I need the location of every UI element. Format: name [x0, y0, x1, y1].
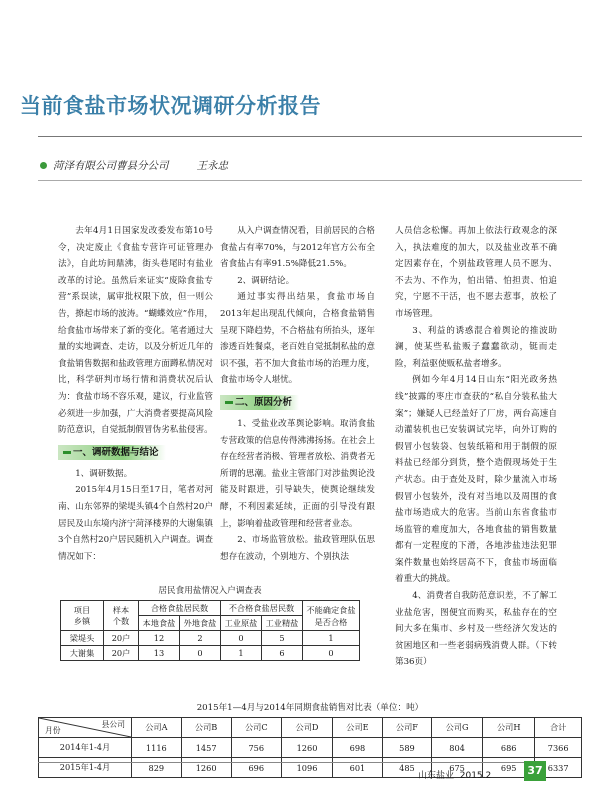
- table-row: 2014年1-4月 1116 1457 756 1260 698 589 804 686 7366: [39, 738, 582, 758]
- paragraph: 1、受盐业改革舆论影响。取消食盐专营政策的信息传得沸沸扬扬。在社会上存在经营者消极、管理者放松、消费者无所谓的思潮。盐业主管部门对涉盐舆论没能及时跟进，引导缺失，使舆论继续发酵，不利因素延续，正面的引导没有跟上，影响着盐政管理和经营者业态。: [220, 418, 375, 529]
- table-header: 不能确定食盐是否合格: [303, 601, 360, 631]
- column-2: [220, 223, 375, 565]
- column-1: [58, 223, 213, 565]
- paragraph: 2015年4月15日至17日，笔者对河南、山东邻界的梁堤头镇4个自然村20户居民及山东境内济宁菏泽楼界的大谢集镇3个自然村20户居民随机入户调查。调查情况如下：: [58, 485, 213, 562]
- table-header: 样本 个数: [104, 601, 139, 631]
- paragraph: 去年4月1日国家发改委发布第10号令，决定废止《食盐专营许可证管理办法》，自此坊间鼎沸，街头巷尾时有盐业改革的讨论。虽然后来证实“废除食盐专营”系误读，属审批权限下放，但一则公告，撩起市场的波涛。“蝴蝶效应”作用，给食盐市场带来了新的变化。笔者通过大量的实地调查、走访，以及分析近几年的食盐销售数据和盐政管理方面蹲私情况对比，科学研判市场行情和消费状况后认为：食盐市场不容乐观，建议，行业监管必须进一步加强，广大消费者要提高风险防范意识，自觉抵制假冒伪劣私盐侵害。: [58, 226, 213, 436]
- table-header: 合计: [535, 718, 582, 738]
- table-subheader: 工业原盐: [221, 616, 262, 631]
- author-line: [40, 158, 228, 173]
- survey-table: [60, 600, 360, 661]
- page-number: 37: [524, 761, 546, 781]
- section-heading-1: 一、调研数据与结论: [58, 445, 166, 460]
- table-header: 公司G: [432, 718, 483, 738]
- table-header: 公司C: [231, 718, 281, 738]
- footer-journal: 山东盐业 2015.2: [418, 771, 492, 781]
- table2-caption: 2015年1—4月与2014年同期食盐销售对比表（单位：吨）: [196, 703, 424, 713]
- paragraph: 2、调研结论。: [237, 275, 295, 286]
- table-header: 公司E: [333, 718, 383, 738]
- table-header: 项目 乡镇: [61, 601, 104, 631]
- paragraph: 人员信念松懈。再加上依法行政观念的深入，执法难度的加大，以及盐业改革不确定因素存在，个别盐政管理人员不愿为、不去为、不作为，怕出错、怕担责、怕追究，宁愿不干活，也不愿去惹事，放松了市场管理。: [395, 226, 557, 319]
- header-rule: [38, 136, 582, 137]
- table-subheader: 外地食盐: [180, 616, 221, 631]
- table1-caption: 居民食用盐情况入户调查表: [158, 586, 262, 596]
- table-row: 2015年1-4月 829 1260 696 1096 601 485 675 695 6337: [39, 758, 582, 778]
- table-header: 公司B: [181, 718, 231, 738]
- paragraph: 1、调研数据。: [75, 468, 133, 479]
- table-row: 大谢集 20户 13 0 1 6 0: [61, 646, 360, 661]
- table-corner-cell: 县公司 月份: [39, 718, 132, 738]
- bullet-dot-icon: [40, 162, 47, 169]
- heading-marker-icon: [225, 401, 233, 404]
- column-3: [395, 223, 557, 671]
- paragraph: 通过事实得出结果，食盐市场自2013年起出现乱代倾向，合格食盐销售呈现下降趋势，不合格盐有所抬头，逐年渗透百姓餐桌，老百姓自觉抵制私盐的意识不强，若不加大食盐市场的治理力度，食盐市场令人堪忧。: [220, 292, 375, 386]
- author-rule: [38, 180, 582, 181]
- author-org: 菏泽有限公司曹县分公司: [53, 160, 169, 172]
- table-row: 梁堤头 20户 12 2 0 5 1: [61, 631, 360, 646]
- table-header: 公司F: [382, 718, 431, 738]
- table-header: 公司A: [132, 718, 182, 738]
- paragraph: 例如今年4月14日山东“阳光政务热线”披露的枣庄市查获的“私自分装私盐大案”；嫌疑人已经盖好了厂房，两台高速自动灌装机也已安装调试完毕，向外订购的假冒小包装袋、包装纸箱和用于制假的原料盐已经部分到货，整个造假现场处于生产状态。由于查处及时，除少量流入市场假冒小包装外，没有对当地以及周围的食盐市场造成大的危害。当前山东省食盐市场监管的难度加大，各地食盐的销售数量都有一定程度的下滑，各地涉盐违法犯罪案件数量也始终居高不下，食盐市场面临着重大的挑战。: [395, 375, 557, 585]
- table-header: 合格食盐居民数: [139, 601, 221, 616]
- paragraph: 4、消费者自我防范意识差，不了解工业盐危害，图便宜而购买，私盐存在的空间大多在集市、乡村及一些经济欠发达的贫困地区和一些老弱病残消费人群。（下转第36页）: [395, 591, 557, 668]
- article-title: 当前食盐市场状况调研分析报告: [20, 94, 321, 118]
- table-header: 不合格食盐居民数: [221, 601, 303, 616]
- footer-rule: [38, 762, 524, 763]
- sales-table: [38, 717, 582, 778]
- table-header: 公司H: [483, 718, 535, 738]
- table-header: 公司D: [281, 718, 332, 738]
- section-heading-2: 二、原因分析: [220, 395, 299, 410]
- paragraph: 从入户调查情况看，目前居民的合格食盐占有率70%，与2012年官方公布全省食盐占有率91.5%降低21.5%。: [220, 226, 375, 270]
- table-subheader: 工业精盐: [262, 616, 303, 631]
- paragraph: 2、市场监管放松。盐政管理队伍思想存在波动，个别地方、个别执法: [220, 535, 375, 562]
- heading-marker-icon: [63, 451, 71, 454]
- paragraph: 3、利益的诱惑混合着舆论的推波助澜，使某些私盐贩子蠢蠢欲动，铤而走险，利益驱使贩私盐者增多。: [395, 325, 557, 369]
- table-subheader: 本地食盐: [139, 616, 180, 631]
- author-name: 王永忠: [196, 160, 228, 172]
